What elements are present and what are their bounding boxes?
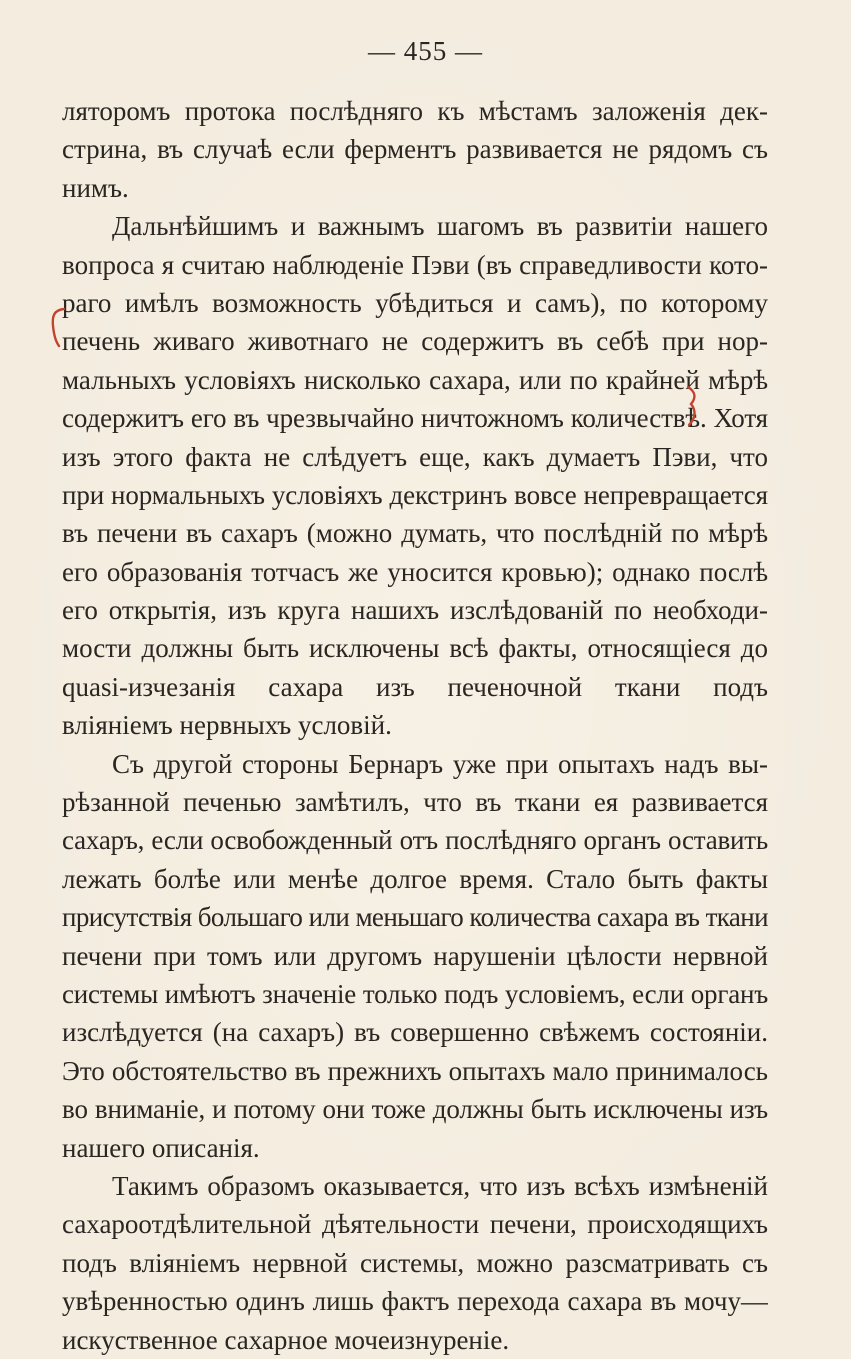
text-line: мости должны быть исключены всѣ факты, относящіеся до — [62, 633, 768, 664]
text-line: вопроса я считаю наблюденіе Пэви (въ справедливости кото- — [62, 249, 768, 280]
text-line: въ печени въ сахаръ (можно думать, что послѣдній по мѣрѣ — [62, 518, 768, 549]
text-line: лежать болѣе или менѣе долгое время. Стало быть факты — [62, 863, 768, 894]
pencil-bracket-mark — [684, 384, 700, 428]
page-number: — 455 — — [368, 36, 483, 66]
text-line: нашего описанія. — [62, 1132, 260, 1163]
text-line: изъ этого факта не слѣдуетъ еще, какъ думаетъ Пэви, что — [62, 441, 768, 472]
text-line: содержитъ его въ чрезвычайно ничтожномъ количествѣ. Хотя — [62, 403, 768, 434]
body-text — [62, 92, 768, 1359]
text-line: ляторомъ протока послѣдняго къ мѣстамъ заложенія дек- — [62, 96, 768, 126]
text-line: раго имѣлъ возможность убѣдиться и самъ), по которому — [62, 287, 768, 318]
text-line: во вниманіе, и потому они тоже должны быть исключены изъ — [62, 1094, 768, 1125]
text-line: Это обстоятельство въ прежнихъ опытахъ мало принималось — [62, 1055, 768, 1086]
text-line: сахароотдѣлительной дѣятельности печени, происходящихъ — [62, 1209, 768, 1240]
paragraph — [62, 207, 768, 744]
text-line: Такимъ образомъ оказывается, что изъ всѣхъ измѣненій — [112, 1170, 768, 1201]
text-line: Дальнѣйшимъ и важнымъ шагомъ въ развитіи нашего — [112, 211, 768, 242]
paragraph — [62, 745, 768, 1167]
text-line: печень живаго животнаго не содержитъ въ себѣ при нор- — [62, 326, 768, 357]
text-line: его образованія тотчасъ же уносится кровью); однако послѣ — [62, 556, 768, 587]
text-line: нимъ. — [62, 172, 129, 203]
text-line: системы имѣютъ значеніе только подъ условіемъ, если органъ — [62, 978, 768, 1009]
text-line: мальныхъ условіяхъ нисколько сахара, или по крайней мѣрѣ — [62, 364, 768, 395]
text-line: сахаръ, если освобожденный отъ послѣдняго органъ оставить — [62, 825, 768, 856]
text-line: стрина, въ случаѣ если ферментъ развивается не рядомъ съ — [62, 134, 768, 165]
paragraph — [62, 1167, 768, 1359]
text-line: при нормальныхъ условіяхъ декстринъ вовсе непревращается — [62, 479, 768, 510]
text-line: подъ вліяніемъ нервной системы, можно разсматривать съ — [62, 1247, 768, 1278]
text-line: искуственное сахарное мочеизнуреніе. — [62, 1324, 510, 1355]
pencil-bracket-mark — [48, 306, 68, 348]
text-line: quasi-изчезанія сахара изъ печеночной ткани подъ — [62, 671, 768, 702]
text-line: печени при томъ или другомъ нарушеніи цѣлости нервной — [62, 940, 768, 971]
paragraph — [62, 92, 768, 207]
text-line: изслѣдуется (на сахаръ) въ совершенно свѣжемъ состояніи. — [62, 1017, 768, 1048]
text-line: рѣзанной печенью замѣтилъ, что въ ткани ея развивается — [62, 787, 768, 818]
text-line: вліяніемъ нервныхъ условій. — [62, 710, 392, 741]
text-line: увѣренностью одинъ лишь фактъ перехода сахара въ мочу— — [62, 1286, 768, 1317]
text-line: Съ другой стороны Бернаръ уже при опытахъ надъ вы- — [112, 748, 768, 779]
text-line: его открытія, изъ круга нашихъ изслѣдованій по необходи- — [62, 595, 768, 626]
text-line: присутствія большаго или меньшаго количества сахара въ ткани — [62, 902, 768, 933]
